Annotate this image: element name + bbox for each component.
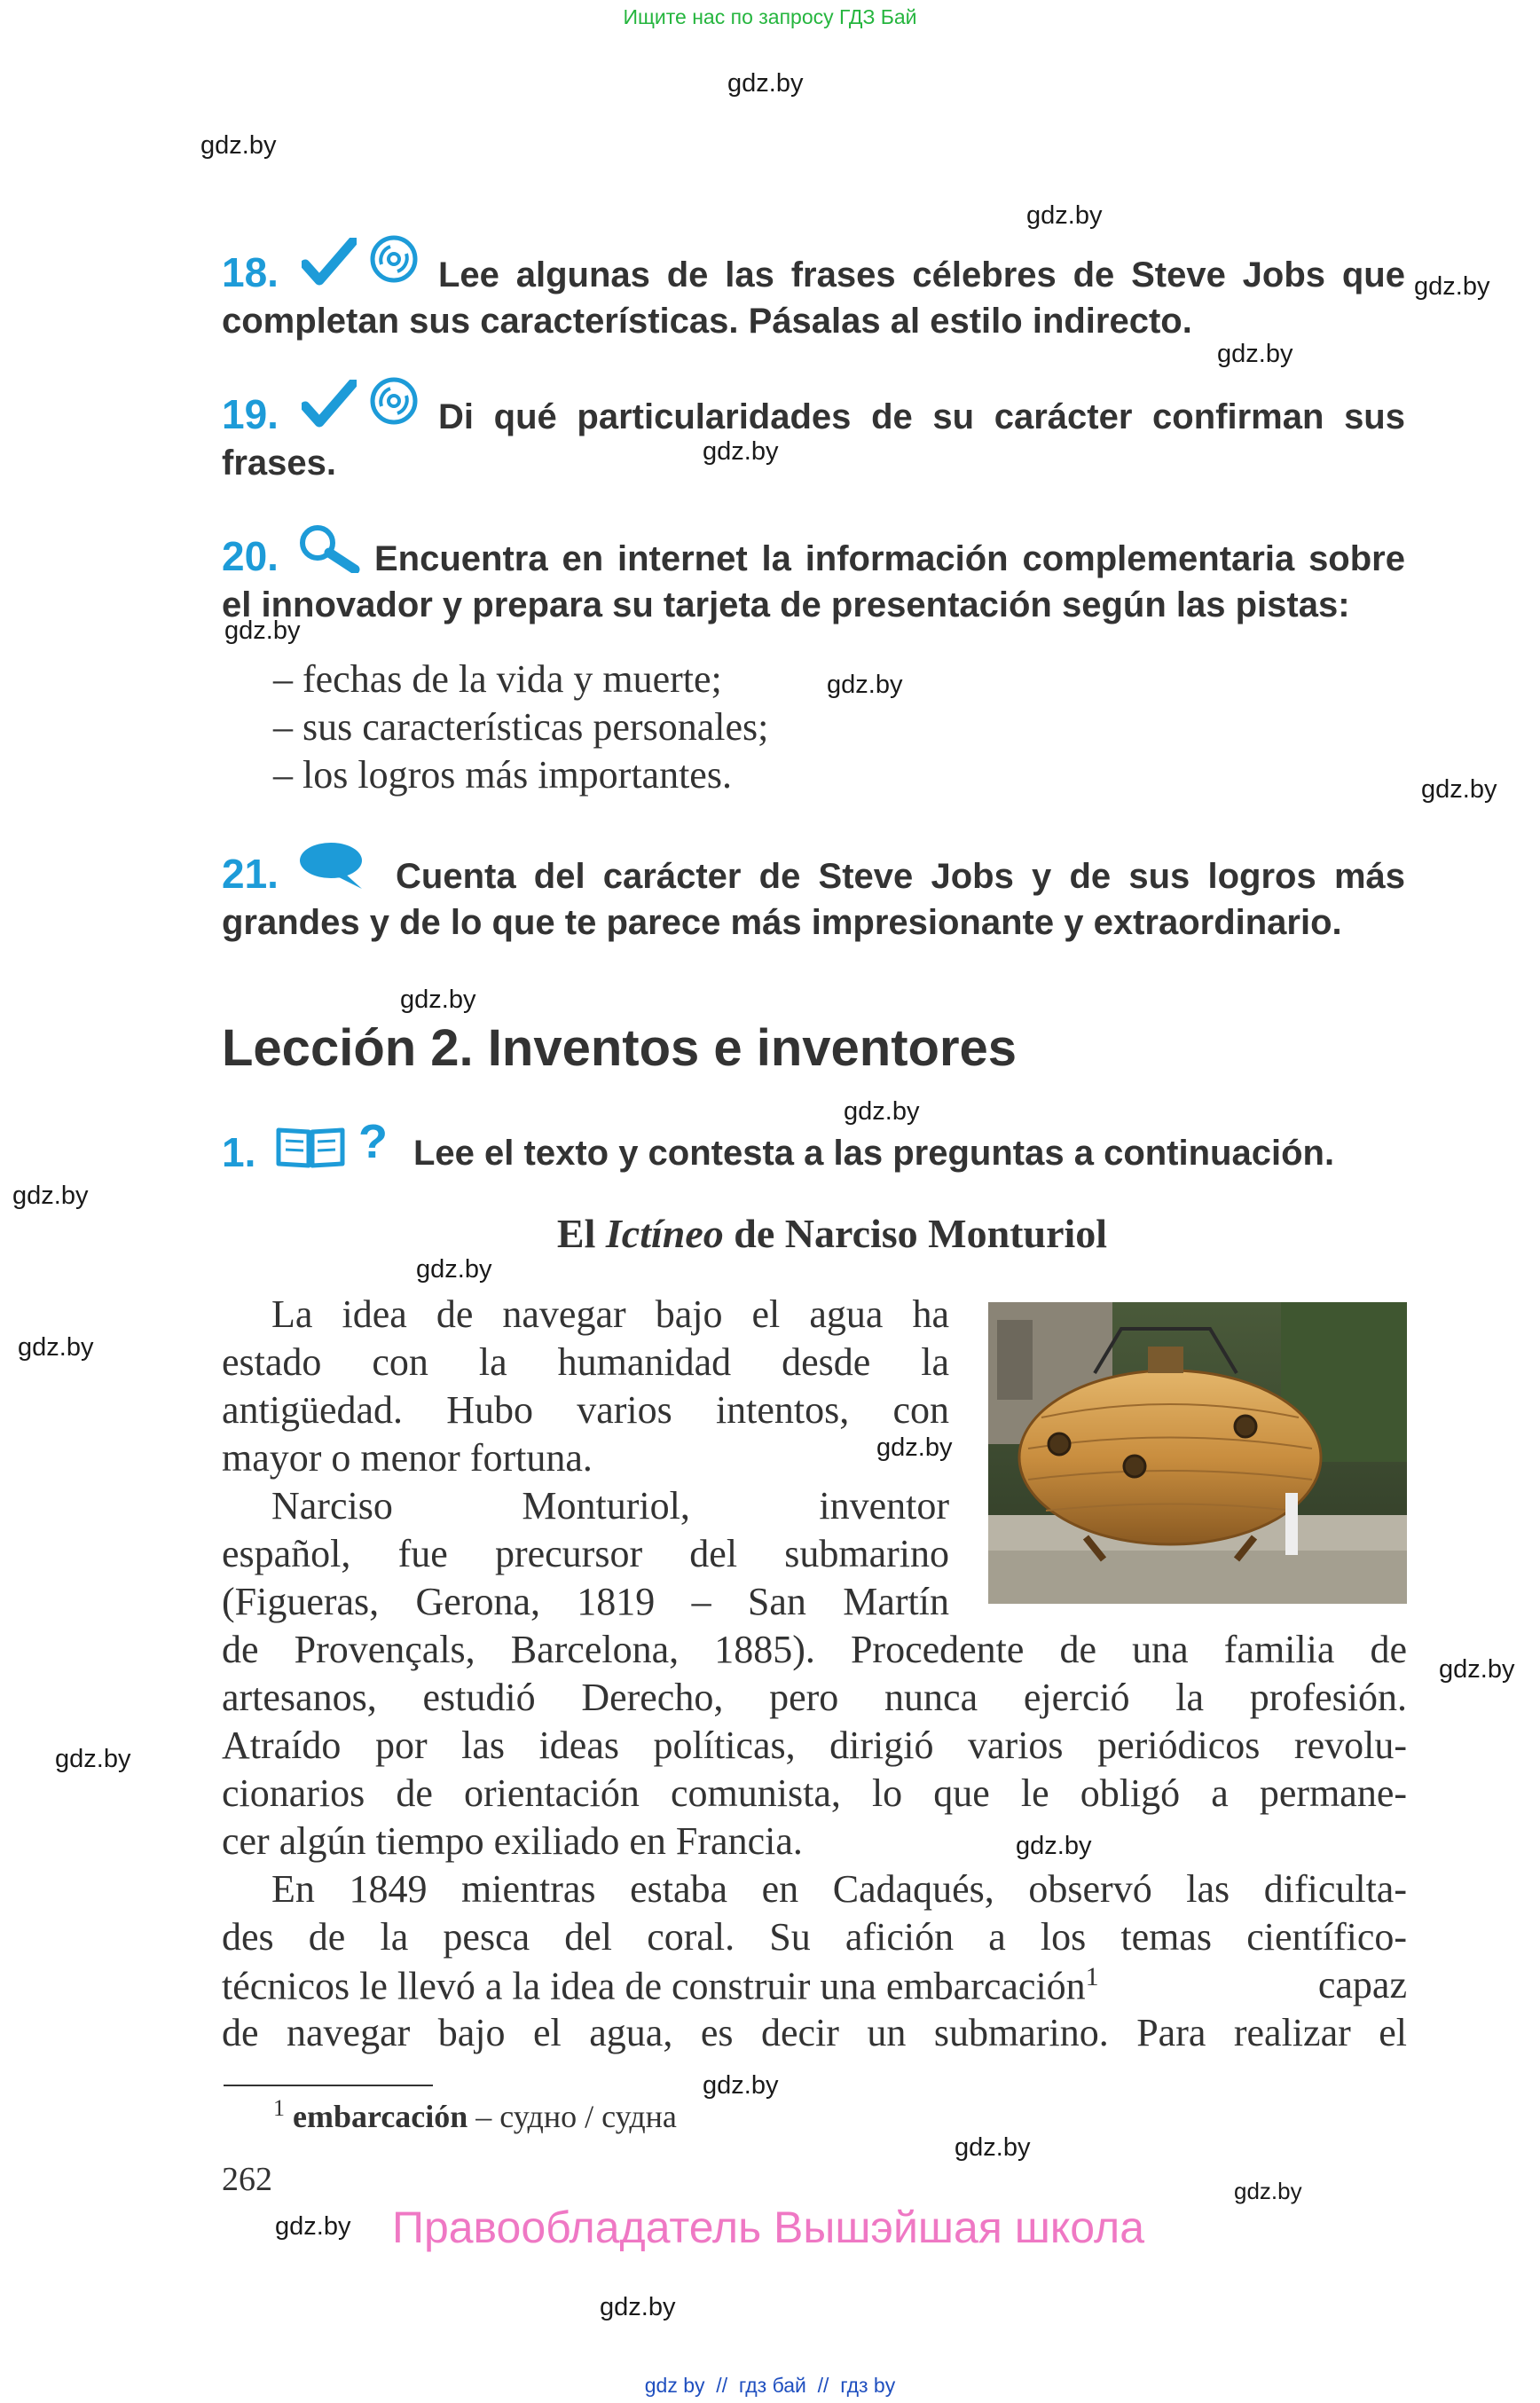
top-banner: Ищите нас по запросу ГДЗ Бай <box>623 5 917 28</box>
watermark: gdz.by <box>727 69 804 98</box>
article-line: Narciso Monturiol, inventor <box>271 1484 949 1527</box>
watermark: gdz.by <box>12 1182 89 1210</box>
watermark: gdz.by <box>400 986 476 1014</box>
article-line: antigüedad. Hubo varios intentos, con <box>222 1388 949 1432</box>
list-item: – fechas de la vida y muerte; <box>273 657 722 701</box>
article-line: des de la pesca del coral. Su afición a los temas científico- <box>222 1915 1407 1959</box>
lesson-title: Lección 2. Inventos e inventores <box>222 1019 1018 1077</box>
article-line-tail: capaz <box>1317 1963 1407 2006</box>
task-18-number: 18. <box>222 249 279 295</box>
article-line: español, fue precursor del submarino <box>222 1532 949 1575</box>
task-20-text: Encuentra en internet la información complementaria sobre el innovador y prepara su tarjeta de presentación según las pistas: <box>222 539 1405 624</box>
question-mark-icon: ? <box>358 1115 388 1168</box>
article-line: estado con la humanidad desde la <box>222 1340 949 1384</box>
watermark: gdz.by <box>1026 201 1103 230</box>
watermark: gdz.by <box>416 1255 492 1284</box>
bottom-links[interactable]: gdz by // гдз бай // гдз by <box>644 2374 896 2397</box>
article-line: artesanos, estudió Derecho, pero nunca ejerció la profesión. <box>222 1676 1407 1719</box>
watermark: gdz.by <box>55 1745 131 1773</box>
article-line: de navegar bajo el agua, es decir un submarino. Para realizar el <box>222 2011 1407 2054</box>
article-line: cionarios de orientación comunista, lo que le obligó a permane- <box>222 1771 1407 1815</box>
task-1-text: Lee el texto y contesta a las preguntas a continuación. <box>413 1134 1335 1173</box>
watermark: gdz.by <box>827 671 903 699</box>
watermark: gdz.by <box>1421 775 1497 804</box>
watermark: gdz.by <box>876 1433 953 1462</box>
watermark: gdz.by <box>200 131 277 160</box>
article-line <box>222 1962 1407 2009</box>
article-title: El Ictíneo de Narciso Monturiol <box>556 1211 1108 1256</box>
task-19-text: Di qué particularidades de su carácter confirman sus frases. <box>222 397 1405 483</box>
article-line: (Figueras, Gerona, 1819 – San Martín <box>222 1580 949 1623</box>
task-19-number: 19. <box>222 391 279 437</box>
footnote: $^1$ embarcación – судно / судна <box>273 2095 677 2134</box>
task-21-number: 21. <box>222 851 279 897</box>
watermark: gdz.by <box>1439 1655 1515 1684</box>
article-line: de Provençals, Barcelona, 1885). Procedente de una familia de <box>222 1628 1407 1671</box>
task-20-number: 20. <box>222 533 279 579</box>
task-18-text: Lee algunas de las frases célebres de Steve Jobs que completan sus características. Pásalas al estilo indirecto. <box>222 255 1405 341</box>
watermark: gdz.by <box>275 2212 351 2241</box>
ictineo-submarine-photo <box>988 1302 1407 1604</box>
watermark: gdz.by <box>224 616 301 645</box>
list-item: – sus características personales; <box>273 705 769 749</box>
task-21-text: Cuenta del carácter de Steve Jobs y de sus logros más grandes y de lo que te parece más impresionante y extraordinario. <box>222 857 1405 942</box>
article-line: mayor o menor fortuna. <box>222 1436 593 1480</box>
watermark: gdz.by <box>703 2071 779 2100</box>
watermark: gdz.by <box>18 1333 94 1362</box>
page-number: 262 <box>222 2161 272 2198</box>
article-line: Atraído por las ideas políticas, dirigió varios periódicos revolu- <box>222 1724 1407 1767</box>
task-1-number: 1. <box>222 1129 256 1175</box>
list-item: – los logros más importantes. <box>273 753 732 797</box>
open-book-icon <box>275 1123 346 1169</box>
footnote-ref: 1 <box>1085 1962 1099 1991</box>
footnote-rule <box>224 2085 433 2086</box>
watermark: gdz.by <box>1217 340 1293 368</box>
watermark: gdz.by <box>955 2133 1031 2162</box>
article-line-text: técnicos le llevó a la idea de construir una embarcación <box>222 1964 1086 2008</box>
article-line: En 1849 mientras estaba en Cadaqués, observó las dificulta- <box>271 1867 1407 1911</box>
watermark: gdz.by <box>600 2293 676 2321</box>
watermark: gdz.by <box>1016 1832 1092 1860</box>
article-line: La idea de navegar bajo el agua ha <box>271 1292 949 1336</box>
watermark: gdz.by <box>703 437 779 466</box>
watermark: gdz.by <box>1414 272 1490 301</box>
article-line: cer algún tiempo exiliado en Francia. <box>222 1819 803 1863</box>
watermark: gdz.by <box>1234 2178 1302 2204</box>
copyright-text: Правообладатель Вышэйшая школа <box>392 2203 1144 2252</box>
watermark: gdz.by <box>844 1097 920 1126</box>
